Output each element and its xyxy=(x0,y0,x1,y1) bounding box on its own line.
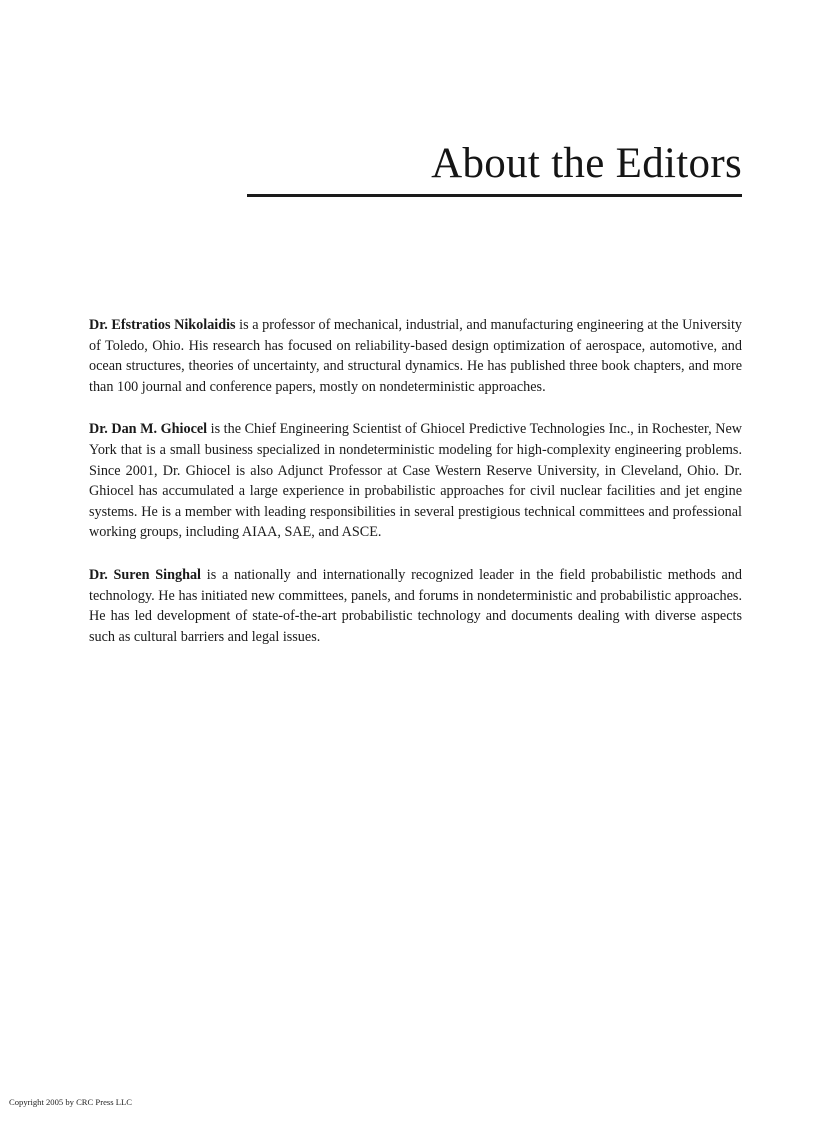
editor-bio-nikolaidis xyxy=(89,315,742,397)
editor-bio-text: is a nationally and internationally recognized leader in the field probabilistic methods and technology. He has initiated new committees, panels, and forums in nondeterministic and probabilistic approaches. He has led development of state-of-the-art probabilistic technology and documents dealing with diverse aspects such as cultural barriers and legal issues. xyxy=(89,566,742,645)
editor-name: Dr. Dan M. Ghiocel xyxy=(89,421,208,438)
editor-bio-text: is the Chief Engineering Scientist of Ghiocel Predictive Technologies Inc., in Rochester, New York that is a small business specialized in nondeterministic modeling for high-complexity engineering problems. Since 2001, Dr. Ghiocel is also Adjunct Professor at Case Western Reserve University, in Cleveland, Ohio. Dr. Ghiocel has accumulated a large experience in probabilistic approaches for civil nuclear facilities and jet engine systems. He is a member with leading responsibilities in several prestigious technical committees and professional working groups, including AIAA, SAE, and ASCE. xyxy=(89,421,742,541)
copyright-notice: Copyright 2005 by CRC Press LLC xyxy=(9,1097,132,1107)
editor-name: Dr. Efstratios Nikolaidis xyxy=(89,317,236,333)
editor-bio-text: is a professor of mechanical, industrial, and manufacturing engineering at the University of Toledo, Ohio. His research has focused on reliability-based design optimization of aerospace, automotive, and ocean structures, theories of uncertainty, and structural dynamics. He has published three book chapters, and more than 100 journal and conference papers, mostly on nondeterministic approaches. xyxy=(89,317,743,395)
editor-bio-singhal xyxy=(89,565,742,647)
editor-bios xyxy=(89,315,742,669)
title-underline-rule xyxy=(247,194,742,197)
page-title: About the Editors xyxy=(431,140,742,187)
editor-name: Dr. Suren Singhal xyxy=(89,566,202,583)
editor-bio-ghiocel xyxy=(89,419,742,543)
